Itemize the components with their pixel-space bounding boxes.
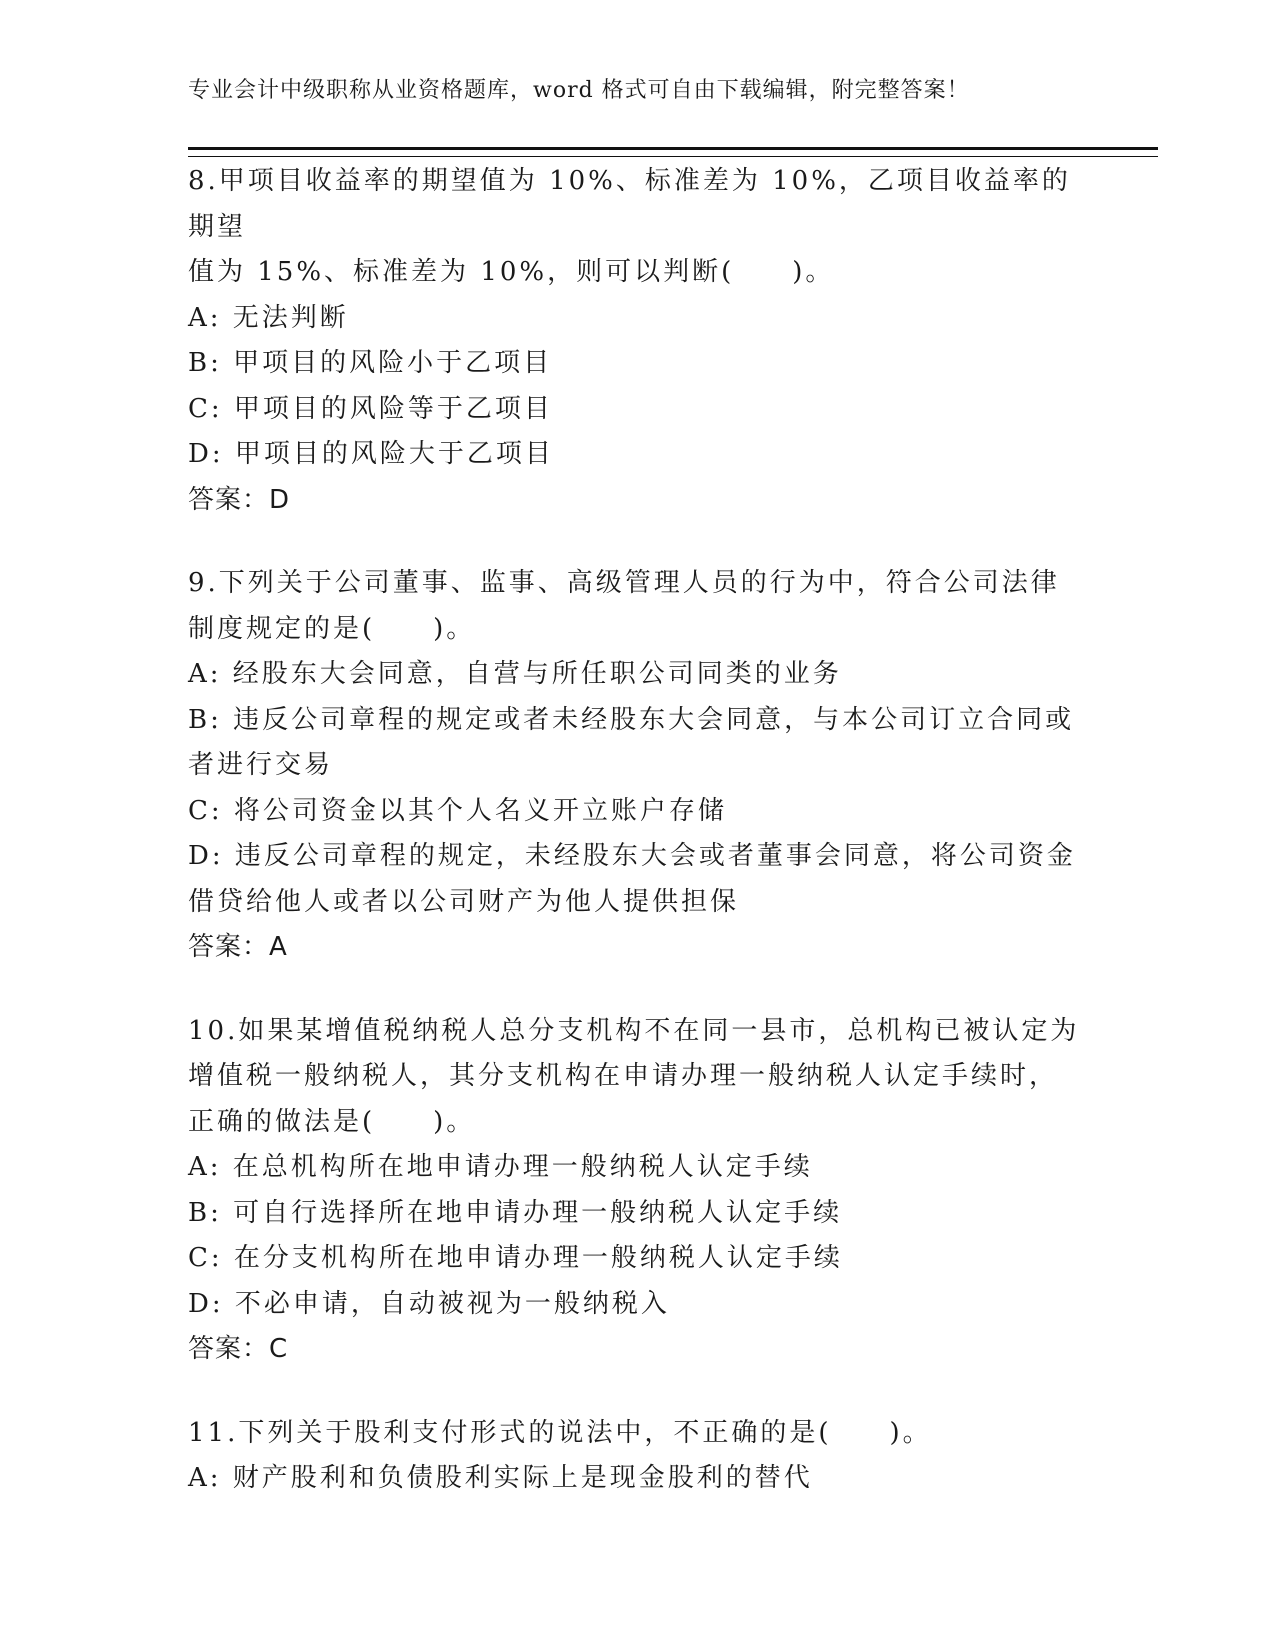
option-d: D: 甲项目的风险大于乙项目 — [188, 439, 554, 469]
question-stem-line: 正确的做法是( )。 — [188, 1106, 476, 1137]
option-b-continued: 者进行交易 — [188, 750, 334, 780]
option-a: A: 财产股利和负债股利实际上是现金股利的替代 — [188, 1463, 813, 1493]
option-c: C: 甲项目的风险等于乙项目 — [188, 393, 553, 424]
question-stem-line: 8.甲项目收益率的期望值为 10%、标准差为 10%，乙项目收益率的期望 — [188, 166, 1071, 242]
question-stem-line: 制度规定的是( )。 — [188, 613, 476, 644]
option-c: C: 在分支机构所在地申请办理一般纳税人认定手续 — [188, 1243, 843, 1273]
question-9 — [188, 561, 1088, 971]
header-divider — [188, 147, 1158, 157]
option-d: D: 不必申请，自动被视为一般纳税入 — [188, 1288, 670, 1319]
question-stem-line: 增值税一般纳税人，其分支机构在申请办理一般纳税人认定手续时， — [188, 1061, 1059, 1091]
option-d-continued: 借贷给他人或者以公司财产为他人提供担保 — [188, 886, 740, 917]
answer-line: 答案：A — [188, 932, 288, 962]
option-d: D: 违反公司章程的规定，未经股东大会或者董事会同意，将公司资金 — [188, 841, 1076, 871]
option-b: B: 违反公司章程的规定或者未经股东大会同意，与本公司订立合同或 — [188, 704, 1075, 735]
question-list — [188, 159, 1088, 1540]
question-stem-line: 值为 15%、标准差为 10%，则可以判断( )。 — [188, 257, 835, 287]
page-header: 专业会计中级职称从业资格题库，word 格式可自由下载编辑，附完整答案！ — [188, 78, 970, 103]
option-a: A: 在总机构所在地申请办理一般纳税人认定手续 — [188, 1152, 813, 1182]
question-10 — [188, 1009, 1088, 1373]
option-a: A: 无法判断 — [188, 302, 349, 333]
question-stem-line: 10.如果某增值税纳税人总分支机构不在同一县市，总机构已被认定为 — [188, 1015, 1080, 1046]
answer-line: 答案：C — [188, 1334, 289, 1364]
option-b: B: 甲项目的风险小于乙项目 — [188, 348, 553, 378]
option-c: C: 将公司资金以其个人名义开立账户存储 — [188, 795, 727, 826]
question-8 — [188, 159, 1088, 523]
answer-line: 答案：D — [188, 484, 291, 515]
question-stem-line: 9.下列关于公司董事、监事、高级管理人员的行为中，符合公司法律 — [188, 568, 1060, 598]
question-11 — [188, 1411, 1088, 1502]
question-stem-line: 11.下列关于股利支付形式的说法中，不正确的是( )。 — [188, 1417, 932, 1448]
option-b: B: 可自行选择所在地申请办理一般纳税人认定手续 — [188, 1197, 843, 1228]
option-a: A: 经股东大会同意，自营与所任职公司同类的业务 — [188, 659, 842, 689]
